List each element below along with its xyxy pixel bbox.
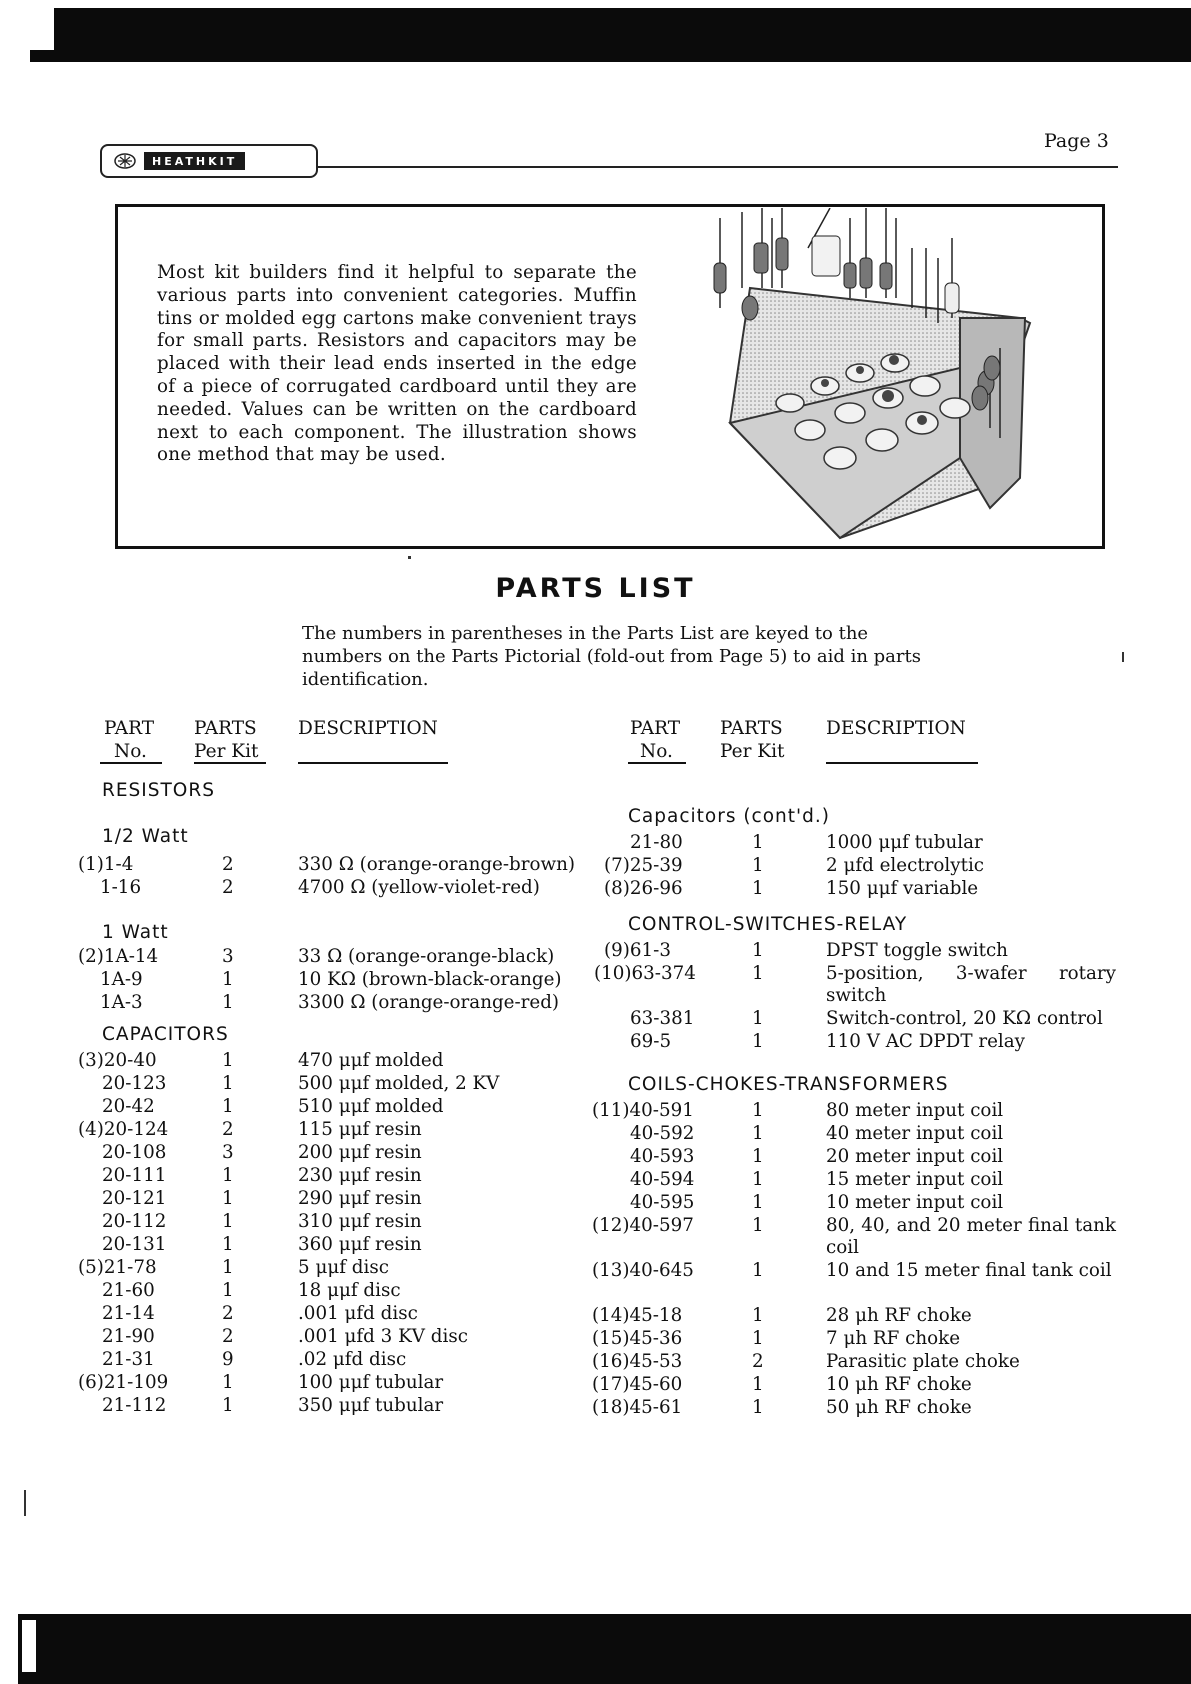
right-header-description: DESCRIPTION <box>826 718 966 739</box>
subsection-one-watt: 1 Watt <box>102 922 169 943</box>
heathkit-logo <box>100 144 318 178</box>
right-desc-underline <box>826 762 978 764</box>
parts-list-intro: The numbers in parentheses in the Parts List are keyed to the numbers on the Parts Pictorial (fold-out from Page 5) to aid in parts identification. <box>302 623 921 690</box>
section-control-switches-relay: CONTROL-SWITCHES-RELAY <box>628 914 908 935</box>
section-capacitors: CAPACITORS <box>102 1024 229 1045</box>
right-part-underline <box>628 762 686 764</box>
page-number: Page 3 <box>1044 130 1109 152</box>
logo-wordmark: HEATHKIT <box>144 152 245 170</box>
scan-speck <box>24 1490 26 1516</box>
bottom-black-bar <box>18 1614 1191 1684</box>
section-coils-chokes-transformers: COILS-CHOKES-TRANSFORMERS <box>628 1074 949 1095</box>
left-header-parts-per-kit: PARTS Per Kit <box>194 718 259 762</box>
right-header-parts-per-kit: PARTS Per Kit <box>720 718 785 762</box>
bottom-bar-notch <box>22 1620 36 1672</box>
top-bar-notch <box>30 8 60 50</box>
subsection-half-watt: 1/2 Watt <box>102 826 189 847</box>
tip-text: Most kit builders find it helpful to separate the various parts into convenient categories. Muffin tins or molded egg cartons make convenient trays for small parts. Resistors and capacitors may be placed with their lead ends inserted in the edge of a piece of corrugated cardboard until they are needed. Values can be written on the cardboard next to each component. The illustration shows one method that may be used. <box>157 262 637 466</box>
parts-tray-illustration <box>690 208 1050 544</box>
scan-speck <box>1122 652 1124 662</box>
left-header-part: PART No. <box>104 718 155 762</box>
left-desc-underline <box>298 762 448 764</box>
scan-speck <box>408 556 411 559</box>
logo-emblem-icon <box>114 152 136 170</box>
right-header-part: PART No. <box>630 718 681 762</box>
section-resistors: RESISTORS <box>102 780 215 801</box>
top-black-bar <box>30 8 1191 62</box>
left-part-underline <box>100 762 162 764</box>
left-header-description: DESCRIPTION <box>298 718 438 739</box>
left-perkit-underline <box>194 762 266 764</box>
parts-list-title: PARTS LIST <box>495 573 696 604</box>
section-capacitors-contd: Capacitors (cont'd.) <box>628 806 830 827</box>
